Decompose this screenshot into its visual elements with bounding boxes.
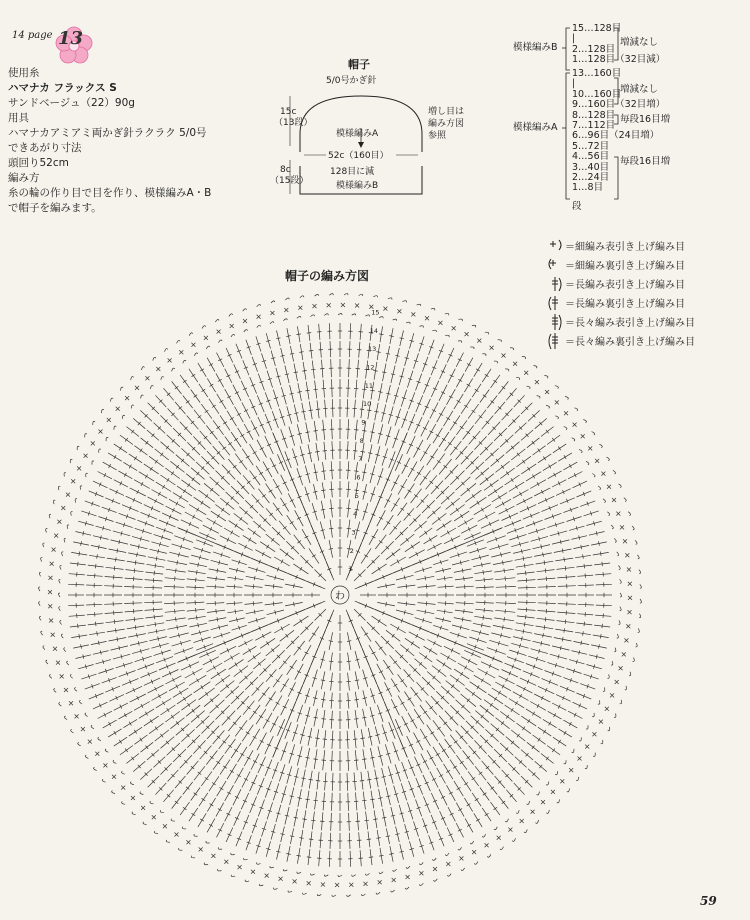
pattern-b-row-label: 模様編みB: [513, 42, 558, 53]
pattern-a-note-3: 毎段16目増: [620, 156, 671, 167]
bpsc-icon: [545, 256, 565, 274]
row-count-table: [506, 24, 726, 214]
pattern-b-row-3: 1…128目（32目減）: [572, 54, 666, 66]
pattern-a-row-3: 9…160目（32目増）: [572, 99, 666, 111]
legend-text-5: ＝長々編み裏引き上げ編み目: [565, 337, 695, 348]
method-heading: 編み方: [8, 172, 40, 184]
row-label-14: 14: [369, 326, 378, 335]
row-label-11: 11: [364, 381, 373, 390]
legend-text-3: ＝長編み裏引き上げ編み目: [565, 299, 685, 310]
circumference-label: 52c（160目）: [328, 151, 389, 161]
top-height-label: 15c: [280, 107, 297, 117]
chart-title: 帽子の編み方図: [285, 269, 370, 283]
tools-heading: 用具: [8, 112, 29, 124]
size-detail: 頭回り52cm: [8, 157, 69, 169]
pattern-a-row-10: 2…24目: [572, 172, 610, 184]
legend-text-0: ＝細編み表引き上げ編み目: [565, 242, 685, 253]
legend-text-1: ＝細編み裏引き上げ編み目: [565, 261, 685, 272]
legend-text-4: ＝長々編み表引き上げ編み目: [565, 318, 695, 329]
method-line-1: 糸の輪の作り目で目を作り、模様編みA・B: [8, 187, 212, 199]
row-label-2: 2: [349, 546, 354, 555]
schematic-hook: 5/0号かぎ針: [326, 76, 377, 86]
row-label-12: 12: [366, 363, 375, 372]
pattern-a-row-7: 5…72目: [572, 140, 610, 152]
decrease-note: 128目に減: [330, 167, 375, 177]
pattern-a-row-9: 3…40目: [572, 161, 610, 173]
row-label-10: 10: [363, 400, 372, 409]
tools-detail: ハマナカアミアミ両かぎ針ラクラク 5/0号: [8, 127, 207, 139]
row-label-9: 9: [361, 418, 366, 427]
row-label-4: 4: [353, 510, 358, 519]
legend-item-1: [545, 255, 745, 274]
fpsc-icon: [545, 237, 565, 255]
pattern-b-row-0: 15…128目: [572, 23, 622, 34]
row-label-6: 6: [356, 473, 361, 482]
row-label-15: 15: [371, 308, 380, 317]
increase-note-2: 編み方図: [428, 119, 465, 129]
pattern-a-row-0: 13…160目: [572, 68, 622, 79]
pattern-b-label: 模様編みB: [336, 181, 379, 191]
pattern-b-row-2: 2…128目: [572, 43, 616, 55]
materials-info: [8, 66, 248, 216]
schematic-title: 帽子: [348, 58, 370, 71]
row-label-7: 7: [358, 455, 363, 464]
pattern-a-note-1: 増減なし: [620, 84, 659, 95]
pattern-a-row-label: 模様編みA: [513, 122, 558, 133]
increase-note-3: 参照: [428, 131, 447, 141]
method-line-2: で帽子を編みます。: [8, 202, 102, 214]
increase-note-1: 増し目は: [428, 107, 465, 117]
row-label-1: 1: [348, 565, 353, 574]
bottom-height-label: 8c: [280, 165, 291, 175]
pattern-a-row-8: 4…56目: [572, 151, 610, 163]
page-number: 59: [700, 894, 717, 908]
row-label-5: 5: [354, 491, 359, 500]
yarn-name: ハマナカ フラックス S: [8, 82, 117, 94]
pattern-a-row-11: 1…8目: [572, 182, 604, 194]
pattern-a-note-2: 毎段16目増: [620, 114, 671, 125]
size-heading: できあがり寸法: [8, 142, 82, 154]
legend-text-2: ＝長編み表引き上げ編み目: [565, 280, 685, 291]
page-reference-number: 13: [58, 28, 84, 49]
pattern-b-note: 増減なし: [620, 37, 659, 48]
yarn-detail: サンドベージュ（22）90g: [8, 97, 135, 109]
pattern-a-row-5: 7…112目: [572, 120, 616, 132]
hat-schematic: [260, 56, 500, 206]
top-rows-label: （13段）: [274, 118, 313, 128]
pattern-a-row-1: |: [572, 78, 576, 90]
row-label-13: 13: [368, 345, 377, 354]
center-label: わ: [335, 591, 345, 602]
row-suffix: 段: [572, 201, 582, 212]
bottom-rows-label: （15段）: [270, 176, 309, 186]
row-label-8: 8: [359, 436, 364, 445]
pattern-a-label: 模様編みA: [336, 129, 379, 139]
pattern-a-row-4: 8…128目: [572, 109, 616, 121]
crochet-chart: [35, 290, 645, 900]
pattern-a-row-2: 10…160目: [572, 88, 622, 100]
row-label-3: 3: [351, 528, 356, 537]
legend-item-0: [545, 236, 745, 255]
pattern-b-row-1: |: [572, 33, 576, 45]
pattern-a-row-6: 6…96目（24目増）: [572, 130, 660, 142]
yarn-heading: 使用糸: [8, 67, 40, 79]
page-reference-label: 14 page: [12, 30, 53, 41]
